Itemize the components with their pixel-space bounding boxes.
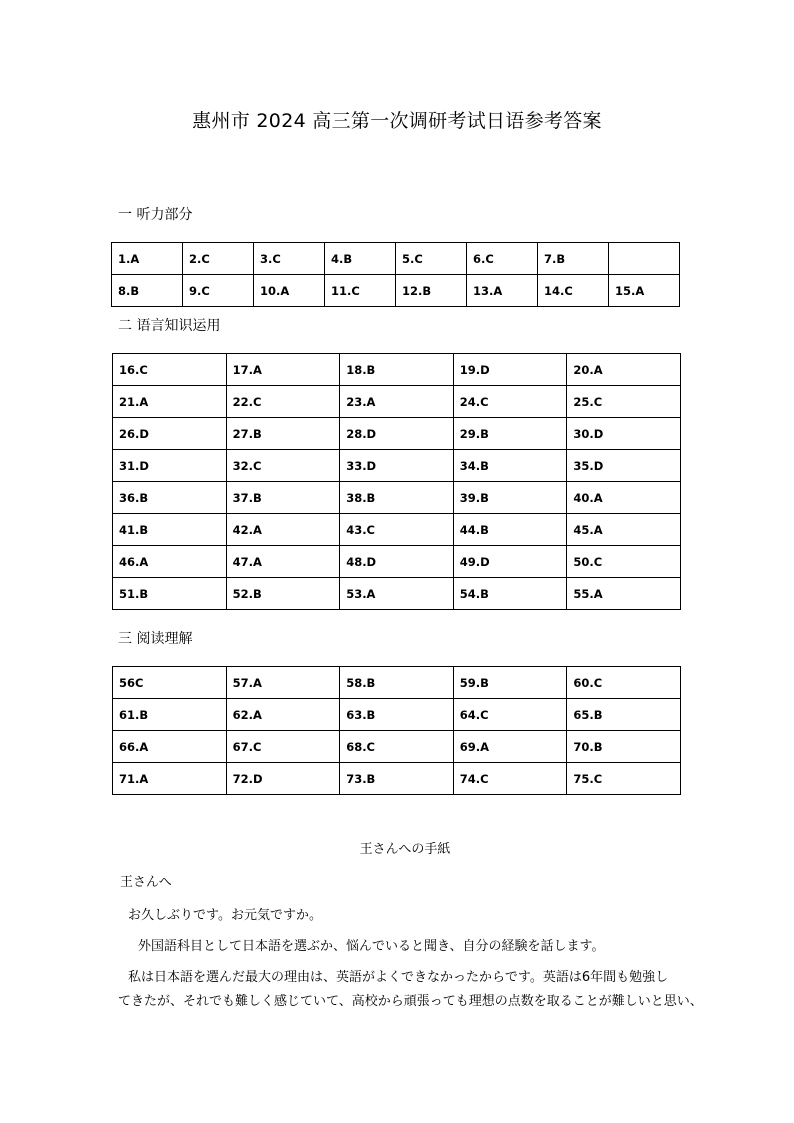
answer-cell: 62.A xyxy=(226,699,340,731)
answer-cell: 1.A xyxy=(112,243,183,275)
answer-cell: 74.C xyxy=(453,763,567,795)
answer-cell: 59.B xyxy=(453,667,567,699)
answer-cell: 54.B xyxy=(453,578,567,610)
answer-cell: 57.A xyxy=(226,667,340,699)
answer-row xyxy=(113,418,681,450)
section-heading-language: 二 语言知识运用 xyxy=(118,318,221,334)
answer-row xyxy=(112,243,680,275)
answer-cell: 32.C xyxy=(226,450,340,482)
reading-answer-table xyxy=(112,666,681,795)
answer-row xyxy=(113,731,681,763)
answer-cell: 24.C xyxy=(453,386,567,418)
answer-cell: 37.B xyxy=(226,482,340,514)
answer-cell: 49.D xyxy=(453,546,567,578)
letter-salutation: 王さんへ xyxy=(120,875,172,890)
answer-cell: 73.B xyxy=(340,763,454,795)
language-answer-table xyxy=(112,353,681,610)
letter-paragraph-3-line-1: 私は日本語を選んだ最大の理由は、英語がよくできなかったからです。英語は6年間も勉強し xyxy=(128,970,669,985)
answer-row xyxy=(113,546,681,578)
answer-row xyxy=(113,482,681,514)
answer-cell: 51.B xyxy=(113,578,227,610)
answer-cell: 45.A xyxy=(567,514,681,546)
section-heading-listening: 一 听力部分 xyxy=(118,207,193,223)
answer-cell: 18.B xyxy=(340,354,454,386)
answer-cell: 30.D xyxy=(567,418,681,450)
answer-row xyxy=(113,450,681,482)
answer-cell: 22.C xyxy=(226,386,340,418)
answer-cell: 23.A xyxy=(340,386,454,418)
answer-cell: 68.C xyxy=(340,731,454,763)
answer-row xyxy=(113,667,681,699)
answer-cell: 27.B xyxy=(226,418,340,450)
answer-cell: 44.B xyxy=(453,514,567,546)
answer-cell: 38.B xyxy=(340,482,454,514)
answer-cell: 65.B xyxy=(567,699,681,731)
answer-row xyxy=(113,578,681,610)
listening-answer-table xyxy=(111,242,680,307)
answer-cell: 2.C xyxy=(183,243,254,275)
answer-cell: 19.D xyxy=(453,354,567,386)
answer-cell: 7.B xyxy=(538,243,609,275)
answer-cell: 28.D xyxy=(340,418,454,450)
answer-row xyxy=(113,763,681,795)
answer-cell: 61.B xyxy=(113,699,227,731)
answer-cell: 41.B xyxy=(113,514,227,546)
answer-cell: 25.C xyxy=(567,386,681,418)
answer-cell: 42.A xyxy=(226,514,340,546)
answer-cell: 39.B xyxy=(453,482,567,514)
answer-cell: 55.A xyxy=(567,578,681,610)
answer-cell: 64.C xyxy=(453,699,567,731)
answer-cell: 43.C xyxy=(340,514,454,546)
answer-cell: 36.B xyxy=(113,482,227,514)
answer-cell: 17.A xyxy=(226,354,340,386)
answer-cell: 35.D xyxy=(567,450,681,482)
answer-cell: 72.D xyxy=(226,763,340,795)
answer-cell: 75.C xyxy=(567,763,681,795)
answer-cell: 46.A xyxy=(113,546,227,578)
letter-paragraph-2: 外国語科目として日本語を選ぶか、悩んでいると聞き、自分の経験を話します。 xyxy=(138,939,605,954)
answer-cell: 33.D xyxy=(340,450,454,482)
answer-cell: 26.D xyxy=(113,418,227,450)
answer-cell: 70.B xyxy=(567,731,681,763)
answer-cell: 60.C xyxy=(567,667,681,699)
answer-cell: 47.A xyxy=(226,546,340,578)
answer-cell: 63.B xyxy=(340,699,454,731)
answer-cell: 48.D xyxy=(340,546,454,578)
answer-cell: 11.C xyxy=(325,275,396,307)
answer-cell: 52.B xyxy=(226,578,340,610)
answer-cell: 8.B xyxy=(112,275,183,307)
answer-cell: 14.C xyxy=(538,275,609,307)
answer-cell: 29.B xyxy=(453,418,567,450)
answer-cell: 56C xyxy=(113,667,227,699)
answer-cell: 31.D xyxy=(113,450,227,482)
answer-cell: 10.A xyxy=(254,275,325,307)
answer-cell: 9.C xyxy=(183,275,254,307)
answer-cell: 50.C xyxy=(567,546,681,578)
answer-cell: 15.A xyxy=(609,275,680,307)
answer-cell: 4.B xyxy=(325,243,396,275)
section-heading-reading: 三 阅读理解 xyxy=(118,631,193,647)
letter-title: 王さんへの手紙 xyxy=(359,842,451,857)
answer-row xyxy=(113,386,681,418)
answer-cell: 6.C xyxy=(467,243,538,275)
answer-row xyxy=(113,699,681,731)
answer-cell: 66.A xyxy=(113,731,227,763)
answer-cell: 69.A xyxy=(453,731,567,763)
answer-row xyxy=(113,354,681,386)
letter-paragraph-1: お久しぶりです。お元気ですか。 xyxy=(128,908,322,923)
answer-row xyxy=(112,275,680,307)
answer-cell: 21.A xyxy=(113,386,227,418)
answer-cell: 3.C xyxy=(254,243,325,275)
answer-cell: 16.C xyxy=(113,354,227,386)
answer-cell: 40.A xyxy=(567,482,681,514)
answer-cell: 13.A xyxy=(467,275,538,307)
answer-cell: 53.A xyxy=(340,578,454,610)
answer-cell: 20.A xyxy=(567,354,681,386)
letter-paragraph-3-line-2: てきたが、それでも難しく感じていて、高校から頑張っても理想の点数を取ることが難しいと思い、 xyxy=(118,994,703,1009)
answer-cell: 67.C xyxy=(226,731,340,763)
answer-cell: 34.B xyxy=(453,450,567,482)
page-title: 惠州市 2024 高三第一次调研考试日语参考答案 xyxy=(192,110,602,132)
answer-cell: 12.B xyxy=(396,275,467,307)
answer-row xyxy=(113,514,681,546)
answer-cell: 58.B xyxy=(340,667,454,699)
answer-cell: 5.C xyxy=(396,243,467,275)
answer-cell xyxy=(609,243,680,275)
answer-cell: 71.A xyxy=(113,763,227,795)
